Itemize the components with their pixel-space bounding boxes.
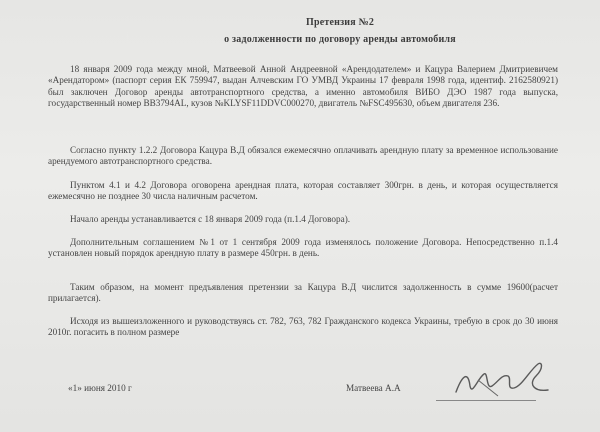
signature-line [436, 400, 536, 401]
paragraph-text: Дополнительным соглашением №1 от 1 сентября 2009 года изменялось положение Договора. Непосредственно п.1.4 установлен новый порядок арендную плату в размере 450грн. в день. [48, 237, 558, 259]
paragraph-text: Начало аренды устанавливается с 18 января 2009 года (п.1.4 Договора). [70, 214, 351, 224]
paragraph-6 [48, 282, 558, 305]
paragraph-text: 18 января 2009 года между мной, Матвеевой Анной Андреевной «Арендодателем» и Кацура Валерием Дмитриевичем «Арендатором» (паспорт серия ЕК 759947, выдан Алчевским ГО УМВД Украины 17 февраля 1998 года, идентиф. 2162580921) был заключен Договор аренды автотранспортного средства, а именно автомобиля ВИБО ДЭО 1987 года выпуска, государственный номер ВВ3794АL, кузов №KLYSF11DDVC000270, двигатель №FSC495630, объем двигателя 236. [48, 64, 558, 109]
paragraph-4 [48, 214, 558, 225]
signer-name: Матвеева А.А [346, 383, 401, 393]
document-title: Претензия №2 [305, 17, 375, 28]
paragraph-2 [48, 145, 558, 168]
document-date: «1» июня 2010 г [68, 383, 132, 393]
paragraph-text: Исходя из вышеизложенного и руководствуясь ст. 782, 763, 782 Гражданского кодекса Украины, требую в срок до 30 июня 2010г. погасить в полном размере [48, 316, 558, 338]
paragraph-1 [48, 64, 558, 110]
paragraph-5 [48, 237, 558, 260]
paragraph-text: Таким образом, на момент предъявления претензии за Кацура В.Д числится задолженность в сумме 19600(расчет прилагается). [48, 282, 558, 304]
paragraph-7 [48, 316, 558, 339]
handwritten-signature [448, 356, 558, 406]
paragraph-3 [48, 180, 558, 203]
document-subtitle: о задолженности по договору аренды автомобиля [224, 34, 456, 45]
paragraph-text: Пунктом 4.1 и 4.2 Договора оговорена арендная плата, которая составляет 300грн. в день, и которая осуществляется ежемесячно не позднее 30 числа наличным расчетом. [48, 180, 558, 202]
paragraph-text: Согласно пункту 1.2.2 Договора Кацура В.Д обязался ежемесячно оплачивать арендную плату за временное использование арендуемого автотранспортного средства. [48, 145, 558, 167]
